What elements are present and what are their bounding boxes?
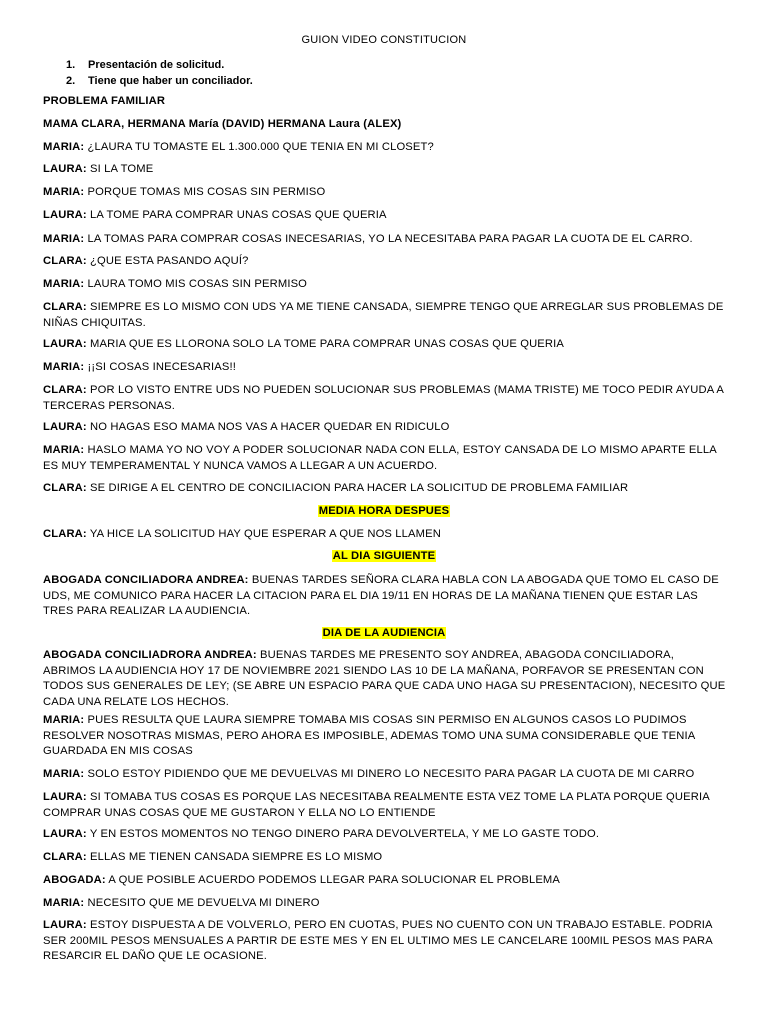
- dialogue-line: CLARA: SE DIRIGE A EL CENTRO DE CONCILIACION PARA HACER LA SOLICITUD DE PROBLEMA FAMILIAR: [43, 482, 629, 494]
- dialogue-line: ABOGADA CONCILIADRORA ANDREA: BUENAS TARDES ME PRESENTO SOY ANDREA, ABAGODA CONCILIADORA, ABRIMOS LA AUDIENCIA HOY 17 DE NOVIEMBRE 2021 SIENDO LAS 10 DE LA MAÑANA, PORFAVOR SE PRESENTAN CON TODOS SUS GENERALES DE LEY; (SE ABRE UN ESPACIO PARA QUE CADA UNO HAGA SU PRESENTACION), NECESITO QUE CADA UNA RELATE LOS HECHOS.: [43, 649, 726, 708]
- list-item: 2. Tiene que haber un conciliador.: [66, 74, 253, 87]
- dialogue-line: MARIA: ¡¡SI COSAS INECESARIAS!!: [43, 361, 237, 373]
- dialogue-line: MARIA: PORQUE TOMAS MIS COSAS SIN PERMISO: [43, 186, 326, 198]
- dialogue-line: LAURA: LA TOME PARA COMPRAR UNAS COSAS QUE QUERIA: [43, 209, 387, 221]
- dialogue-line: MARIA: ¿LAURA TU TOMASTE EL 1.300.000 QUE TENIA EN MI CLOSET?: [43, 141, 434, 153]
- dialogue-line: ABOGADA CONCILIADORA ANDREA: BUENAS TARDES SEÑORA CLARA HABLA CON LA ABOGADA QUE TOMO EL CASO DE UDS, ME COMUNICO PARA HACER LA CITACION PARA EL DIA 19/11 EN HORAS DE LA MAÑANA TIENEN QUE ESTAR LAS TRES PARA REALIZAR LA AUDIENCIA.: [43, 574, 719, 617]
- list-item: 1. Presentación de solicitud.: [66, 59, 225, 71]
- dialogue-line: LAURA: Y EN ESTOS MOMENTOS NO TENGO DINERO PARA DEVOLVERTELA, Y ME LO GASTE TODO.: [43, 828, 600, 840]
- dialogue-line: MARIA: NECESITO QUE ME DEVUELVA MI DINERO: [43, 897, 320, 909]
- numbered-list: [66, 58, 253, 89]
- dialogue-line: LAURA: SI LA TOME: [43, 163, 154, 175]
- section-heading: PROBLEMA FAMILIAR: [43, 95, 166, 107]
- dialogue-line: CLARA: SIEMPRE ES LO MISMO CON UDS YA ME TIENE CANSADA, SIEMPRE TENGO QUE ARREGLAR SUS PROBLEMAS DE NIÑAS CHIQUITAS.: [43, 301, 724, 329]
- dialogue-line: CLARA: YA HICE LA SOLICITUD HAY QUE ESPERAR A QUE NOS LLAMEN: [43, 528, 441, 540]
- document-title: GUION VIDEO CONSTITUCION: [301, 34, 467, 46]
- dialogue-line: LAURA: ESTOY DISPUESTA A DE VOLVERLO, PERO EN CUOTAS, PUES NO CUENTO CON UN TRABAJO ESTABLE. PODRIA SER 200MIL PESOS MENSUALES A PARTIR DE ESTE MES Y EN EL ULTIMO MES LE CANCELARE 100MIL PESOS MAS PARA RESARCIR EL DAÑO QUE LE OCASIONE.: [43, 919, 713, 962]
- dialogue-line: LAURA: NO HAGAS ESO MAMA NOS VAS A HACER QUEDAR EN RIDICULO: [43, 421, 450, 433]
- dialogue-line: LAURA: SI TOMABA TUS COSAS ES PORQUE LAS NECESITABA REALMENTE ESTA VEZ TOME LA PLATA PORQUE QUERIA COMPRAR UNAS COSAS QUE ME GUSTARON Y ELLA NO LO ENTIENDE: [43, 791, 710, 819]
- dialogue-line: CLARA: POR LO VISTO ENTRE UDS NO PUEDEN SOLUCIONAR SUS PROBLEMAS (MAMA TRISTE) ME TOCO PEDIR AYUDA A TERCERAS PERSONAS.: [43, 384, 724, 412]
- dialogue-line: MARIA: HASLO MAMA YO NO VOY A PODER SOLUCIONAR NADA CON ELLA, ESTOY CANSADA DE LO MISMO APARTE ELLA ES MUY TEMPERAMENTAL Y NUNCA VAMOS A LLEGAR A UN ACUERDO.: [43, 444, 717, 472]
- dialogue-line: MARIA: LA TOMAS PARA COMPRAR COSAS INECESARIAS, YO LA NECESITABA PARA PAGAR LA CUOTA DE EL CARRO.: [43, 233, 693, 245]
- dialogue-line: MARIA: LAURA TOMO MIS COSAS SIN PERMISO: [43, 278, 308, 290]
- cast-line: MAMA CLARA, HERMANA María (DAVID) HERMANA Laura (ALEX): [43, 118, 402, 130]
- dialogue-line: MARIA: PUES RESULTA QUE LAURA SIEMPRE TOMABA MIS COSAS SIN PERMISO EN ALGUNOS CASOS LO PUDIMOS RESOLVER NOSOTRAS MISMAS, PERO AHORA ES IMPOSIBLE, ADEMAS TOMO UNA SUMA CONSIDERABLE QUE TENIA GUARDADA EN MIS COSAS: [43, 714, 695, 757]
- dialogue-line: CLARA: ELLAS ME TIENEN CANSADA SIEMPRE ES LO MISMO: [43, 851, 383, 863]
- dialogue-line: MARIA: SOLO ESTOY PIDIENDO QUE ME DEVUELVAS MI DINERO LO NECESITO PARA PAGAR LA CUOTA DE MI CARRO: [43, 768, 695, 780]
- dialogue-line: ABOGADA: A QUE POSIBLE ACUERDO PODEMOS LLEGAR PARA SOLUCIONAR EL PROBLEMA: [43, 874, 561, 886]
- scene-marker: MEDIA HORA DESPUES: [318, 505, 450, 517]
- dialogue-line: LAURA: MARIA QUE ES LLORONA SOLO LA TOME PARA COMPRAR UNAS COSAS QUE QUERIA: [43, 338, 565, 350]
- dialogue-line: CLARA: ¿QUE ESTA PASANDO AQUÍ?: [43, 255, 249, 267]
- scene-marker: AL DIA SIGUIENTE: [332, 550, 436, 562]
- scene-marker: DIA DE LA AUDIENCIA: [322, 627, 446, 639]
